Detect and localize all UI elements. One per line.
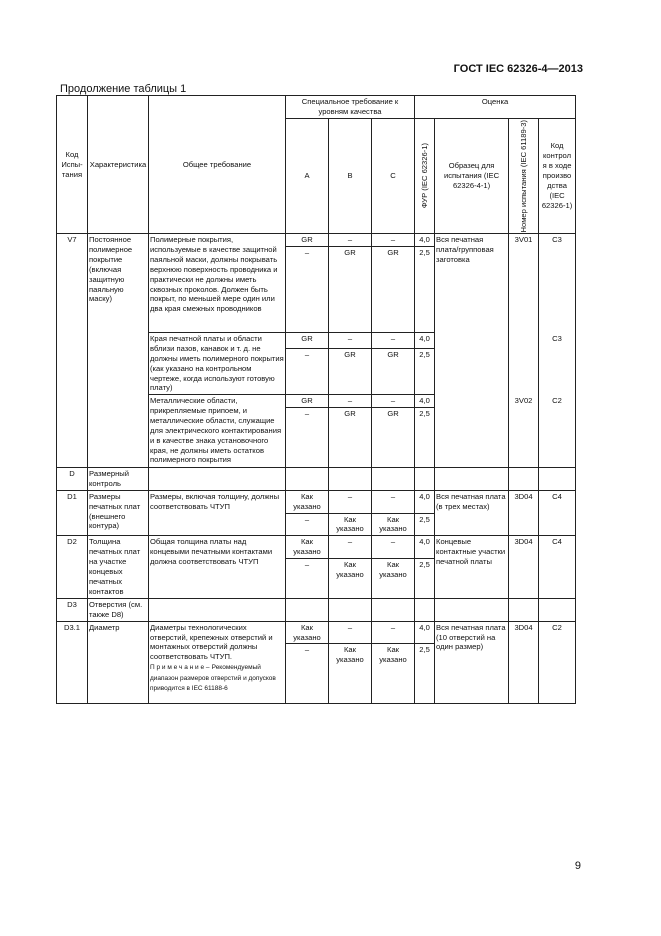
cell-control: C3 bbox=[539, 333, 576, 395]
row-code: D3 bbox=[57, 598, 88, 621]
cell-level-b: – bbox=[329, 621, 372, 644]
cell-control: C4 bbox=[539, 490, 576, 535]
header-level-c: C bbox=[372, 118, 415, 234]
row-code: V7 bbox=[57, 234, 88, 468]
cell-fur: 2,5 bbox=[415, 408, 435, 468]
cell-level-a: GR bbox=[286, 395, 329, 408]
cell-level-a: Как указано bbox=[286, 621, 329, 644]
header-code: Код Испы-тания bbox=[57, 96, 88, 234]
row-code: D bbox=[57, 468, 88, 491]
cell-level-b: Как указано bbox=[329, 513, 372, 536]
cell-fur: 4,0 bbox=[415, 234, 435, 247]
cell-fur: 2,5 bbox=[415, 349, 435, 395]
row-requirement: Полимерные покрытия, используемые в качестве защитной паяльной маски, должны покрывать верхнюю поверхность проводника и практически не должны иметь сквозных проколов. Должен быть покрыт, по меньшей мере один или два края смежных проводников bbox=[149, 234, 286, 333]
cell-test-number: 3V01 bbox=[509, 234, 539, 333]
cell-test-number: 3D04 bbox=[509, 536, 539, 599]
cell-level-c: – bbox=[372, 536, 415, 559]
row-code: D1 bbox=[57, 490, 88, 535]
row-requirement bbox=[149, 621, 286, 704]
cell-level-b: Как указано bbox=[329, 644, 372, 704]
row-requirement: Металлические области, прикрепляемые припоем, и металлические области, служащие для электрического контактирования и в качестве знака установочного края, не должны иметь остатков полимерного покрытия bbox=[149, 395, 286, 468]
header-general-requirement: Общее требование bbox=[149, 96, 286, 234]
cell-level-c: – bbox=[372, 490, 415, 513]
row-characteristic: Толщина печатных плат на участке концевых печатных контактов bbox=[88, 536, 149, 599]
header-control-code: Код контрол я в ходе произво дства (IEC 62326-1) bbox=[539, 118, 576, 234]
cell-level-c: – bbox=[372, 395, 415, 408]
cell-level-c: GR bbox=[372, 247, 415, 333]
cell-level-a: – bbox=[286, 558, 329, 598]
cell-level-c: GR bbox=[372, 408, 415, 468]
cell-fur: 4,0 bbox=[415, 490, 435, 513]
table-continuation-title: Продолжение таблицы 1 bbox=[60, 83, 187, 95]
cell-test-number: 3D04 bbox=[509, 621, 539, 704]
cell-level-b: GR bbox=[329, 247, 372, 333]
cell-level-b: – bbox=[329, 234, 372, 247]
row-requirement: Края печатной платы и области вблизи пазов, канавок и т. д. не должны иметь полимерного покрытия (как указано на контрольном чертеже, когда используют готовую плату) bbox=[149, 333, 286, 395]
cell-sample: Вся печатная плата/групповая заготовка bbox=[435, 234, 509, 468]
cell-fur: 2,5 bbox=[415, 558, 435, 598]
header-characteristic: Характеристика bbox=[88, 96, 149, 234]
header-test-number: Номер испытания (IEC 61189-3) bbox=[518, 119, 528, 233]
page-number: 9 bbox=[574, 860, 581, 872]
cell-level-a: Как указано bbox=[286, 536, 329, 559]
note-text: Рекомендуемый диапазон размеров отверстий и допусков приводится в IEC 61188-6 bbox=[150, 664, 276, 692]
cell-fur: 2,5 bbox=[415, 513, 435, 536]
cell-level-a: GR bbox=[286, 234, 329, 247]
row-characteristic: Размерный контроль bbox=[88, 468, 149, 491]
row-requirement: Размеры, включая толщину, должны соответствовать ЧТУП bbox=[149, 490, 286, 535]
cell-level-c: – bbox=[372, 234, 415, 247]
row-characteristic: Диаметр bbox=[88, 621, 149, 704]
header-fur: ФУР (IEC 62326-1) bbox=[419, 143, 429, 209]
row-characteristic: Размеры печатных плат (внешнего контура) bbox=[88, 490, 149, 535]
row-characteristic: Постоянное полимерное покрытие (включая защитную паяльную маску) bbox=[88, 234, 149, 468]
header-level-a: A bbox=[286, 118, 329, 234]
cell-level-b: – bbox=[329, 490, 372, 513]
document-header: ГОСТ IEC 62326-4—2013 bbox=[453, 63, 583, 75]
cell-level-b: – bbox=[329, 536, 372, 559]
cell-sample: Концевые контактные участки печатной платы bbox=[435, 536, 509, 599]
cell-control: C3 bbox=[539, 234, 576, 333]
cell-fur: 4,0 bbox=[415, 621, 435, 644]
row-characteristic: Отверстия (см. также D8) bbox=[88, 598, 149, 621]
cell-sample: Вся печатная плата (в трех местах) bbox=[435, 490, 509, 535]
cell-level-a: – bbox=[286, 644, 329, 704]
cell-fur: 2,5 bbox=[415, 247, 435, 333]
cell-level-b: – bbox=[329, 395, 372, 408]
header-sample: Образец для испытания (IEC 62326-4-1) bbox=[435, 118, 509, 234]
cell-level-a: – bbox=[286, 247, 329, 333]
cell-fur: 2,5 bbox=[415, 644, 435, 704]
cell-level-a: – bbox=[286, 349, 329, 395]
requirements-table bbox=[56, 95, 576, 704]
requirement-text: Диаметры технологических отверстий, крепежных отверстий и монтажных отверстий должны соответствовать ЧТУП. bbox=[150, 622, 273, 662]
cell-fur: 4,0 bbox=[415, 536, 435, 559]
cell-test-number: 3V02 bbox=[509, 395, 539, 468]
cell-control: C2 bbox=[539, 395, 576, 468]
cell-level-c: – bbox=[372, 621, 415, 644]
cell-level-a: – bbox=[286, 408, 329, 468]
cell-level-c: Как указано bbox=[372, 644, 415, 704]
row-code: D3.1 bbox=[57, 621, 88, 704]
cell-control: C4 bbox=[539, 536, 576, 599]
cell-level-a: Как указано bbox=[286, 490, 329, 513]
cell-level-a: – bbox=[286, 513, 329, 536]
cell-level-b: – bbox=[329, 333, 372, 349]
cell-level-c: – bbox=[372, 333, 415, 349]
cell-fur: 4,0 bbox=[415, 333, 435, 349]
cell-level-a: GR bbox=[286, 333, 329, 349]
cell-level-c: GR bbox=[372, 349, 415, 395]
cell-level-b: GR bbox=[329, 408, 372, 468]
header-evaluation: Оценка bbox=[415, 96, 576, 119]
cell-level-c: Как указано bbox=[372, 513, 415, 536]
row-requirement: Общая толщина платы над концевыми печатными контактами должна соответствовать ЧТУП bbox=[149, 536, 286, 599]
cell-level-b: Как указано bbox=[329, 558, 372, 598]
cell-level-b: GR bbox=[329, 349, 372, 395]
note-label: П р и м е ч а н и е – bbox=[150, 664, 210, 672]
cell-fur: 4,0 bbox=[415, 395, 435, 408]
cell-sample: Вся печатная плата (10 отверстий на один размер) bbox=[435, 621, 509, 704]
cell-control: C2 bbox=[539, 621, 576, 704]
row-code: D2 bbox=[57, 536, 88, 599]
cell-test-number bbox=[509, 333, 539, 395]
header-level-b: B bbox=[329, 118, 372, 234]
header-special-requirement: Специальное требование к уровням качества bbox=[286, 96, 415, 119]
cell-test-number: 3D04 bbox=[509, 490, 539, 535]
cell-level-c: Как указано bbox=[372, 558, 415, 598]
